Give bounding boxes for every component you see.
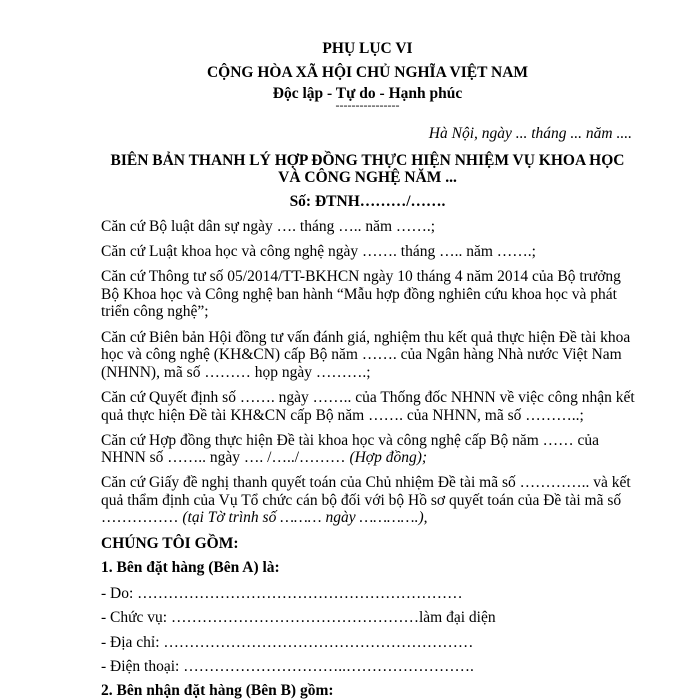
basis-council-minutes-line-1: Căn cứ Biên bản Hội đồng tư vấn đánh giá, nghiệm thu kết quả thực hiện Đề tài khoa [101,329,631,346]
republic-heading: CỘNG HÒA XÃ HỘI CHỦ NGHĨA VIỆT NAM [206,64,529,81]
party-a-representative-field: - Do: ……………………………………………………… [101,585,463,602]
basis-settlement-note: (tại Tờ trình số ……… ngày ………….), [182,509,428,526]
basis-science-law: Căn cứ Luật khoa học và công nghệ ngày ……. tháng ….. năm …….; [101,243,536,260]
party-a-address-field: - Địa chỉ: …………………………………………………… [101,634,474,651]
basis-settlement-line-2: quả thẩm định của Vụ Tổ chức cán bộ đối với bộ Hồ sơ quyết toán của Đề tài mã số [101,492,622,509]
basis-contract-line-2 [101,449,427,467]
document-number: Số: ĐTNH………/……. [289,193,446,210]
basis-settlement-line-3 [101,509,427,527]
parties-heading: CHÚNG TÔI GỒM: [101,535,239,552]
basis-circular-line-1: Căn cứ Thông tư số 05/2014/TT-BKHCN ngày 10 tháng 4 năm 2014 của Bộ trưởng [101,268,621,285]
basis-decision-line-1: Căn cứ Quyết định số ……. ngày …….. của Thống đốc NHNN về việc công nhận kết [101,389,635,406]
basis-contract-text: NHNN số …….. ngày …. /…../……… [101,449,350,466]
basis-contract-line-1: Căn cứ Hợp đồng thực hiện Đề tài khoa học và công nghệ cấp Bộ năm …… của [101,432,600,449]
party-a-position-field: - Chức vụ: …………………………………………làm đại diện [101,609,496,626]
party-b-heading: 2. Bên nhận đặt hàng (Bên B) gồm: [101,682,334,699]
basis-circular-line-2: Bộ Khoa học và Công nghệ ban hành “Mẫu hợp đồng nghiên cứu khoa học và phát [101,286,617,303]
basis-settlement-text: …………… [101,509,183,526]
basis-council-minutes-line-3: (NHNN), mã số ……… họp ngày ……….; [101,364,371,381]
basis-contract-note: (Hợp đồng); [349,449,428,466]
basis-decision-line-2: quả thực hiện Đề tài KH&CN cấp Bộ năm ……. của NHNN, mã số ………..; [101,407,584,424]
place-date: Hà Nội, ngày ... tháng ... năm .... [428,125,632,142]
national-motto: Độc lập - Tự do - Hạnh phúc [272,85,463,102]
basis-council-minutes-line-2: học và công nghệ (KH&CN) cấp Bộ năm ……. của Ngân hàng Nhà nước Việt Nam [101,346,622,363]
basis-circular-line-3: triển công nghệ”; [101,303,209,320]
document-title-line-1: BIÊN BẢN THANH LÝ HỢP ĐỒNG THỰC HIỆN NHIỆM VỤ KHOA HỌC [110,152,625,169]
party-a-phone-field: - Điện thoại: …………………………..……………………. [101,658,474,675]
basis-civil-code: Căn cứ Bộ luật dân sự ngày …. tháng ….. năm …….; [101,218,436,235]
appendix-label: PHỤ LỤC VI [322,40,413,57]
header-divider: ---------------- [335,98,400,112]
party-a-heading: 1. Bên đặt hàng (Bên A) là: [101,559,280,576]
basis-settlement-line-1: Căn cứ Giấy đề nghị thanh quyết toán của Chủ nhiệm Đề tài mã số ………….. và kết [101,474,631,491]
document-title-line-2: VÀ CÔNG NGHỆ NĂM ... [278,169,457,186]
